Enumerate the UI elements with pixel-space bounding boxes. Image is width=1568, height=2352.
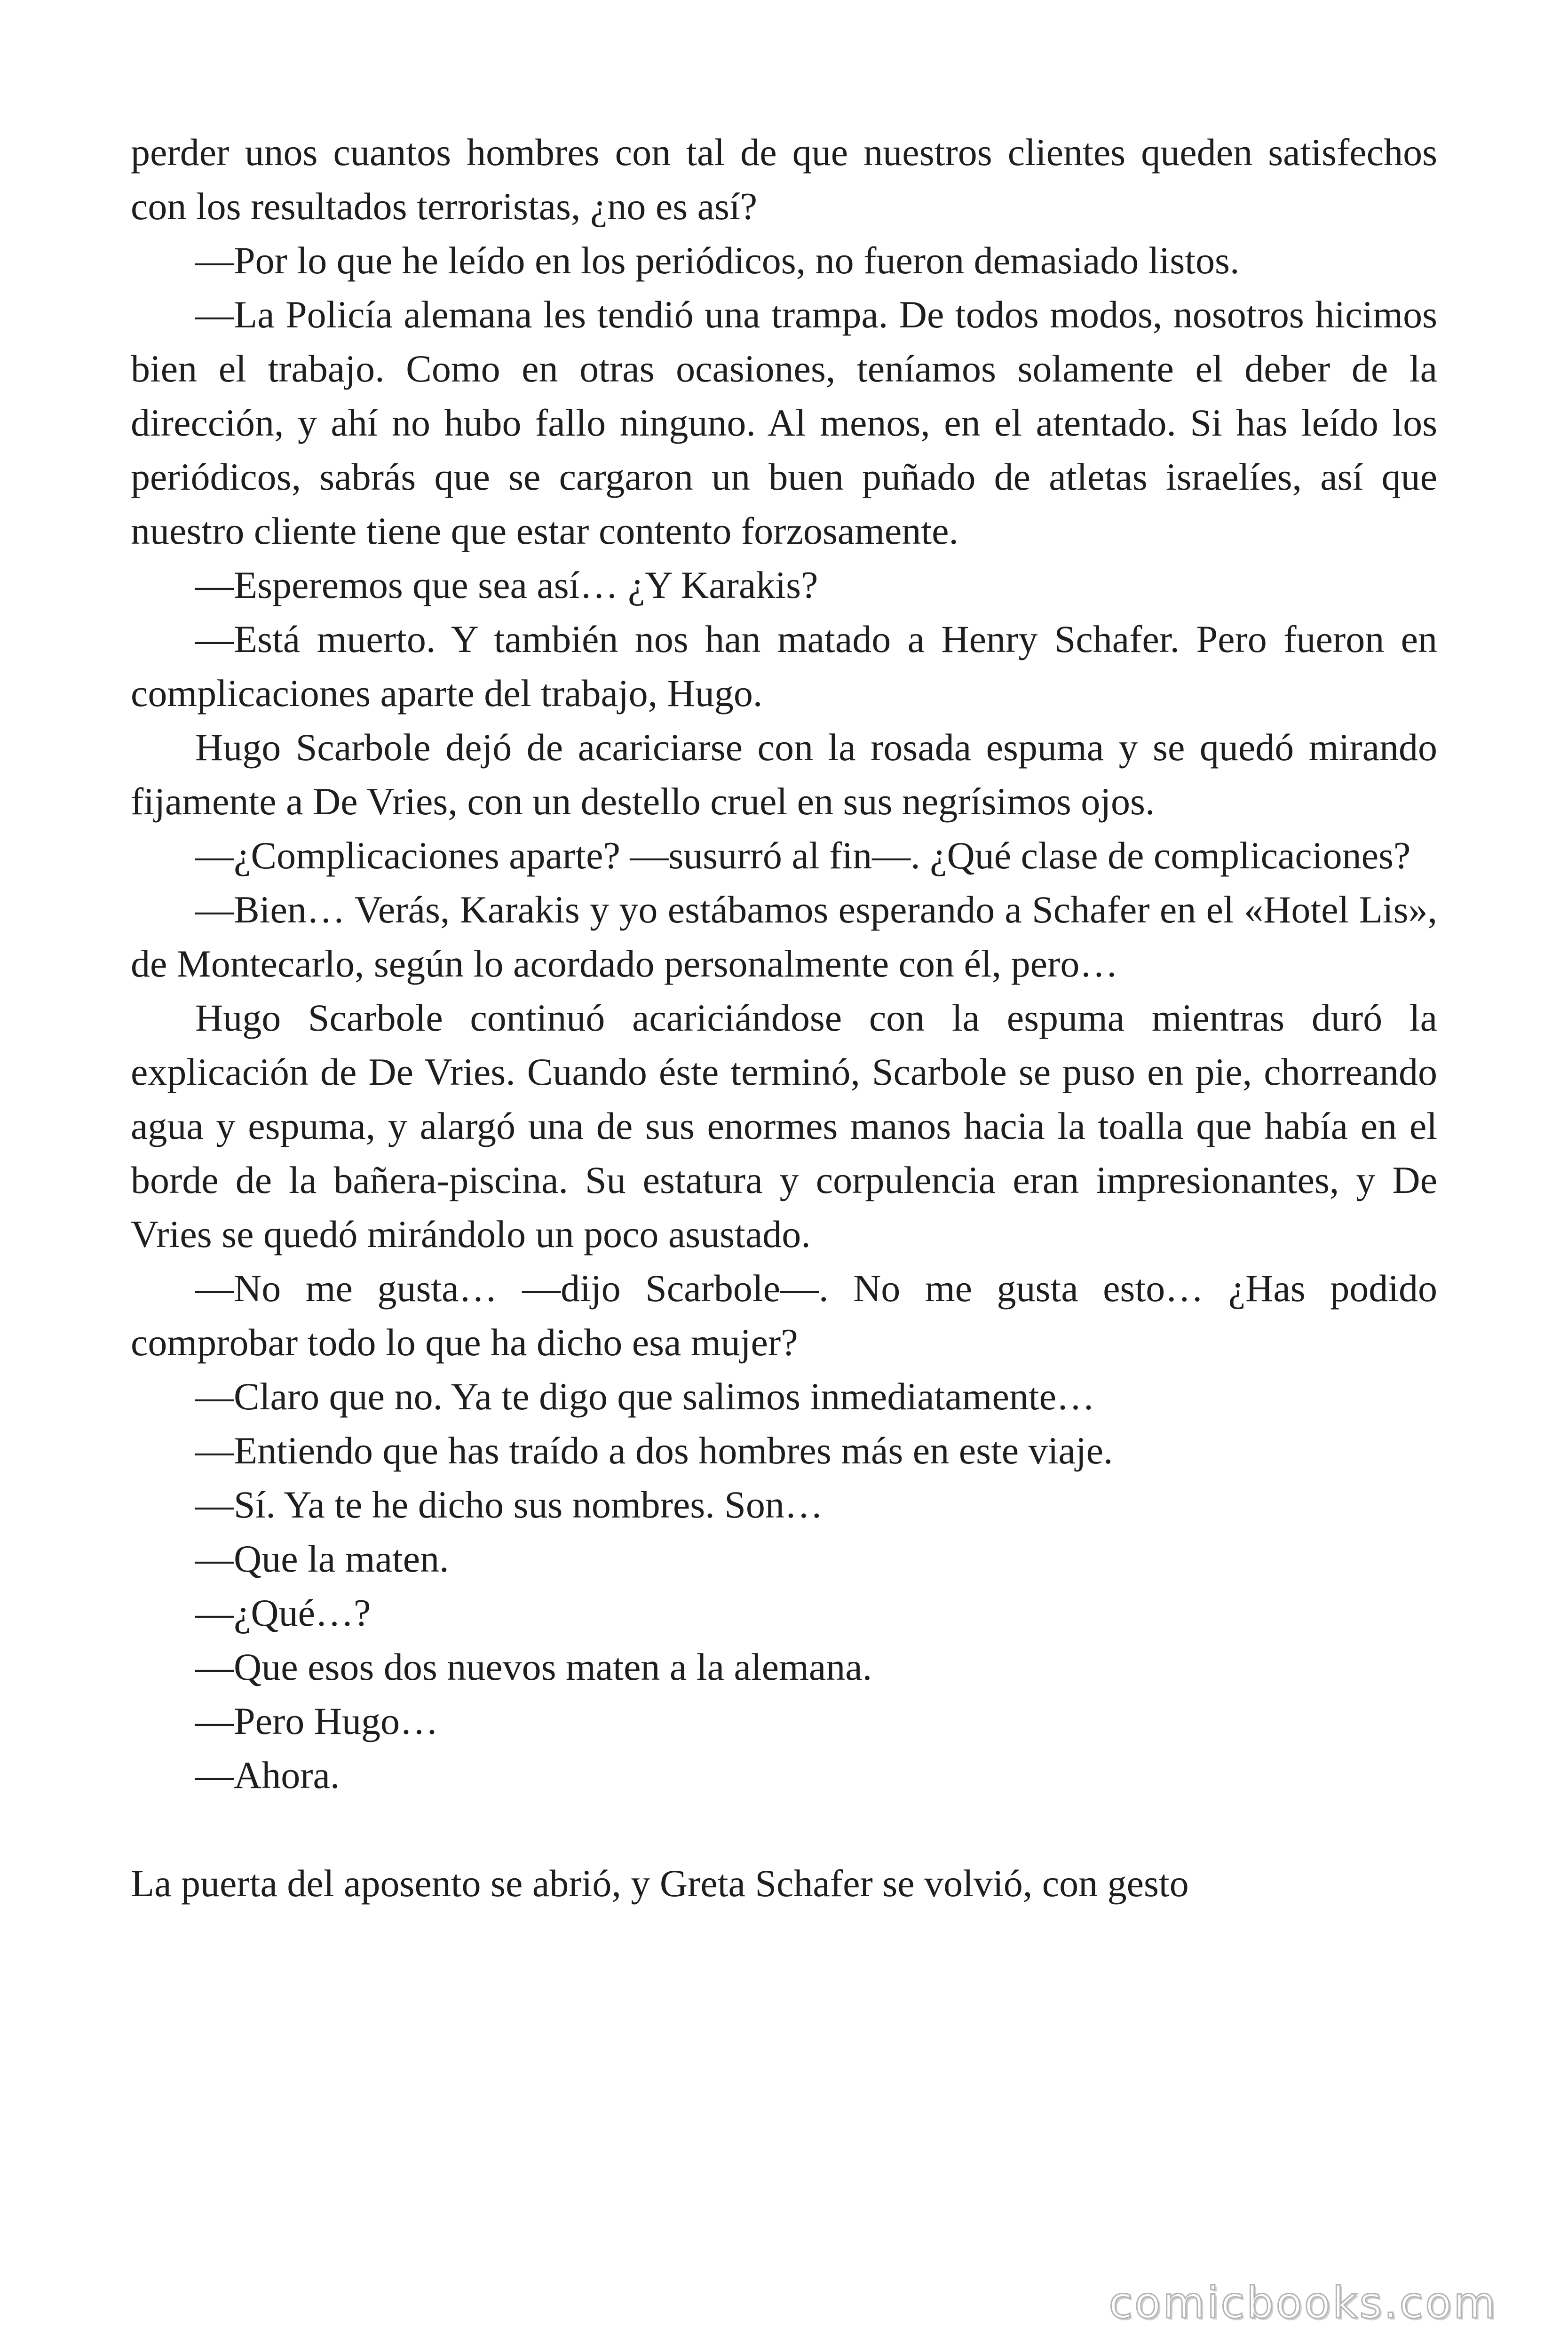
paragraph: Hugo Scarbole dejó de acariciarse con la rosada espuma y se quedó mirando fijamente a De Vries, con un destello cruel en sus negrísimos ojos.: [131, 726, 1437, 823]
paragraph: —Claro que no. Ya te digo que salimos inmediatamente…: [195, 1375, 1095, 1418]
paragraph: —No me gusta… —dijo Scarbole—. No me gusta esto… ¿Has podido comprobar todo lo que ha dicho esa mujer?: [131, 1267, 1437, 1364]
paragraph: perder unos cuantos hombres con tal de que nuestros clientes queden satisfechos con los resultados terroristas, ¿no es así?: [131, 131, 1437, 228]
paragraph: —Está muerto. Y también nos han matado a Henry Schafer. Pero fueron en complicaciones aparte del trabajo, Hugo.: [131, 618, 1437, 715]
paragraph: —Que la maten.: [195, 1537, 449, 1580]
body-text: [131, 125, 1437, 1910]
paragraph: —La Policía alemana les tendió una trampa. De todos modos, nosotros hicimos bien el trabajo. Como en otras ocasiones, teníamos solamente el deber de la dirección, y ahí no hubo fallo ninguno. Al menos, en el atentado. Si has leído los periódicos, sabrás que se cargaron un buen puñado de atletas israelíes, así que nuestro cliente tiene que estar contento forzosamente.: [131, 293, 1437, 552]
paragraph: —Esperemos que sea así… ¿Y Karakis?: [195, 564, 818, 606]
paragraph: —Pero Hugo…: [195, 1700, 439, 1742]
paragraph: —Bien… Verás, Karakis y yo estábamos esperando a Schafer en el «Hotel Lis», de Montecarlo, según lo acordado personalmente con él, pero…: [131, 888, 1437, 985]
paragraph: —Entiendo que has traído a dos hombres más en este viaje.: [195, 1429, 1113, 1472]
watermark: comicbooks.com: [1109, 2278, 1497, 2328]
paragraph: —¿Complicaciones aparte? —susurró al fin—. ¿Qué clase de complicaciones?: [195, 834, 1411, 877]
paragraph: —Que esos dos nuevos maten a la alemana.: [195, 1645, 872, 1688]
paragraph: —Ahora.: [195, 1754, 340, 1796]
paragraph: Hugo Scarbole continuó acariciándose con la espuma mientras duró la explicación de De Vries. Cuando éste terminó, Scarbole se puso en pie, chorreando agua y espuma, y alargó una de sus enormes manos hacia la toalla que había en el borde de la bañera-piscina. Su estatura y corpulencia eran impresionantes, y De Vries se quedó mirándolo un poco asustado.: [131, 996, 1437, 1255]
paragraph: —Por lo que he leído en los periódicos, no fueron demasiado listos.: [195, 239, 1240, 282]
paragraph: La puerta del aposento se abrió, y Greta Schafer se volvió, con gesto: [131, 1862, 1189, 1905]
paragraph: —¿Qué…?: [195, 1591, 371, 1634]
paragraph: —Sí. Ya te he dicho sus nombres. Son…: [195, 1483, 823, 1526]
